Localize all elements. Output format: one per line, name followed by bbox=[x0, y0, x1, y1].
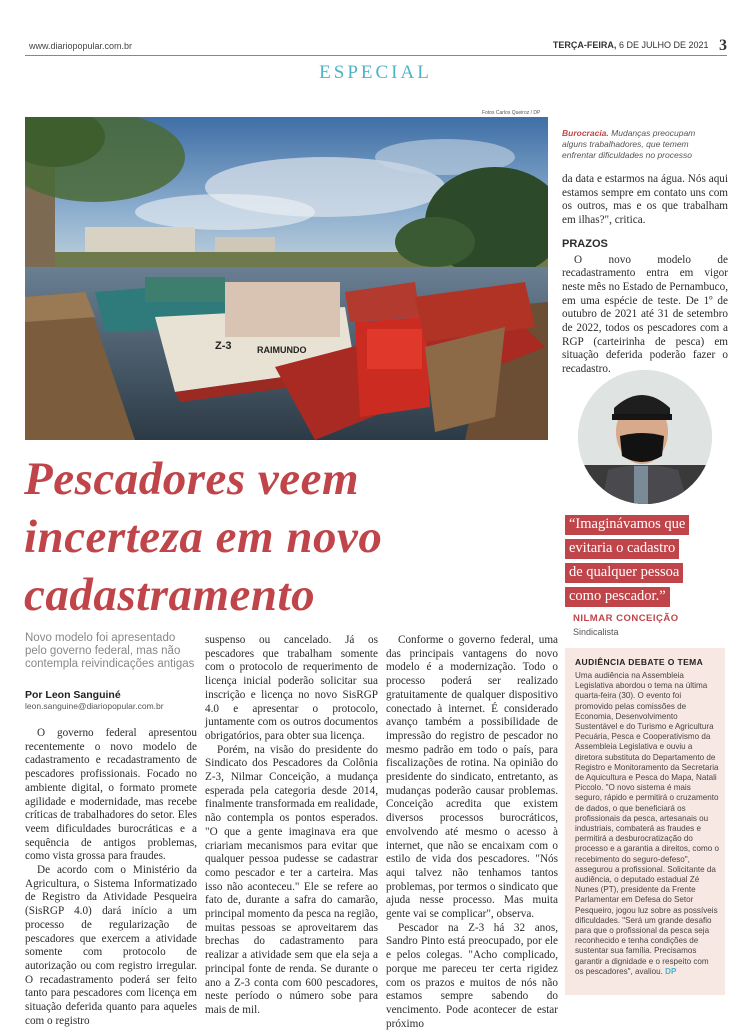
caption-keyword: Burocracia. bbox=[562, 128, 609, 138]
photo-caption bbox=[562, 128, 722, 161]
photo-credit: Fotos Carlos Queiroz / DP bbox=[482, 110, 541, 116]
paragraph: De acordo com o Ministério da Agricultura, o Sistema Informatizado de Registro da Atividade Pesqueira (SisRGP 4.0) dará início a um processo de regularização de pescadores que exercem a atividade somente com protocolo de autorização ou com registro irregular. O recadastramento poderá ser feito tanto para pescadores com licença em situação deferida quanto para aqueles com o registro bbox=[25, 864, 197, 1027]
body-column-3 bbox=[386, 634, 558, 1031]
boat-label-z3: Z-3 bbox=[215, 340, 232, 352]
headline-line: Pescadores veem bbox=[24, 453, 360, 505]
weekday: TERÇA-FEIRA, bbox=[552, 40, 617, 50]
quote-line: “Imaginávamos que bbox=[565, 515, 689, 535]
body-column-1 bbox=[25, 727, 197, 1028]
lead-subtitle: Novo modelo foi apresentado pelo governo federal, mas não contempla reivindicações antigas bbox=[25, 632, 195, 670]
pull-quote bbox=[565, 515, 730, 611]
right-column-text bbox=[562, 173, 728, 377]
headline-line: incerteza em novo bbox=[24, 511, 383, 563]
quote-line: evitaria o cadastro bbox=[565, 539, 679, 559]
headline-line: cadastramento bbox=[24, 569, 316, 621]
subheading-prazos: PRAZOS bbox=[562, 237, 608, 250]
sidebar-box bbox=[565, 648, 725, 995]
sidebar-body: Uma audiência na Assembleia Legislativa abordou o tema na última quarta-feira (30). O evento foi promovido pelas comissões de Economia, Desenvolvimento Sustentável e do Turismo e Agricultura Pecuária, Pesca e Cooperativismo da Assembleia Legislativa e ouviu a diretora substituta do Departamento de Registro e Monitoramento da Secretaria de Aquicultura e Pesca do Mapa, Natali Piccolo. "O novo sistema é mais seguro, rápido e permitirá o cruzamento de dados, o que beneficiará os profissionais da pesca, artesanais ou industriais, combaterá as fraudes e permitirá a desburocratização do processo e a garantia a direitos, como o recebimento do seguro-defeso", assegurou a profissional. Solicitante da audiência, o deputado estadual Zé Nunes (PT), presidente da Frente Parlamentar em Defesa do Setor Pesqueiro, jogou luz sobre as possíveis dificuldades. "Será um grande desafio para que o profissional da pesca seja reconhecido e tenha condições de sustentar sua família. Precisamos garantir a dignidade e o respeito com os pescadores", avaliou. bbox=[575, 671, 719, 976]
page-number: 3 bbox=[719, 37, 727, 54]
sidebar-title: AUDIÊNCIA DEBATE O TEMA bbox=[575, 657, 704, 667]
paragraph: Conforme o governo federal, uma das principais vantagens do novo modelo é a modernização. Todo o processo poderá ser realizado gratuitamente de qualquer dispositivo conectado à internet. É considerado avanço também a possibilidade de impressão do registro de pescador no mesmo padrão em todo o país, para fiscalizações de rotina. Na opinião do presidente do sindicato, entretanto, as mudanças poderão causar problemas. Conceição acredita que existem diversos processos burocráticos, envolvendo até mesmo o acesso à internet, que não se encaixam com o estilo de vida dos pescadores. "Nós aqui talvez não tenhamos tantos problemas, por termos o sindicato que ajuda nesse processo. Mas muita gente vai se complicar", observa. bbox=[386, 634, 558, 921]
byline: Por Leon Sanguiné bbox=[25, 689, 121, 701]
quote-author: NILMAR CONCEIÇÃO bbox=[573, 613, 679, 624]
sidebar-text bbox=[575, 671, 719, 977]
paragraph: Porém, na visão do presidente do Sindicato dos Pescadores da Colônia Z-3, Nilmar Conceição, a mudança esperada pela categoria desde 2014, finalmente transformada em realidade, não contempla os pontos esperados. "O que a gente imaginava era que criariam mecanismos para evitar que qualquer pessoa pudesse se cadastrar como pescador e ter a carteira. Mas isso não aconteceu." Ele se refere ao fato de, durante a safra do camarão, principal momento da pesca na região, muitas pessoas se aproveitarem das brechas do cadastramento para realizar a atividade sem que ela seja a principal fonte de renda. Se durante o ano a Z-3 conta com 600 pescadores, neste período o número sobe para mais de mil. bbox=[205, 743, 378, 1016]
body-column-2 bbox=[205, 634, 378, 1018]
headline bbox=[24, 450, 564, 624]
paragraph: Pescador na Z-3 há 32 anos, Sandro Pinto está preocupado, por ele e pelos colegas. "Acho complicado, porque me pareceu ter certa rigidez com os prazos e muitos de nós não estamos sempre sabendo do vencimento. Pode acontecer de estar próximo bbox=[386, 921, 558, 1030]
date-line bbox=[553, 37, 727, 55]
caption-text: Mudanças preocupam alguns trabalhadores, que temem enfrentar dificuldades no processo bbox=[562, 128, 696, 160]
date: 6 DE JULHO DE 2021 bbox=[618, 40, 709, 50]
header-rule bbox=[25, 55, 727, 56]
quote-author-role: Sindicalista bbox=[573, 627, 619, 637]
sidebar-signature: DP bbox=[665, 966, 677, 976]
quote-line: de qualquer pessoa bbox=[565, 563, 683, 583]
website-url: www.diariopopular.com.br bbox=[29, 41, 133, 51]
paragraph: suspenso ou cancelado. Já os pescadores que trabalham somente com o protocolo de requerimento de licença inicial poderão solicitar sua inscrição e licença no novo SisRGP 4.0 e apresentar o protocolo, juntamente com os outros documentos obrigatórios, para obter sua licença. bbox=[205, 634, 378, 742]
author-email: leon.sanguine@diariopopular.com.br bbox=[25, 701, 164, 711]
portrait-photo bbox=[578, 370, 712, 504]
paragraph: O novo modelo de recadastramento entra em vigor neste mês no Estado de Pernambuco, em uma espécie de teste. De 1º de outubro de 2021 até 31 de setembro de 2022, todos os pescadores com a RGP (carteirinha de pesca) em situação deferida poderão fazer o recadastro. bbox=[562, 253, 728, 376]
quote-line: como pescador.” bbox=[565, 587, 670, 607]
boat-label-name: RAIMUNDO bbox=[257, 345, 307, 355]
harbor-boats-photo bbox=[25, 117, 548, 440]
paragraph: da data e estarmos na água. Nós aqui estamos sempre em contato uns com os outros, mas e os que trabalham em ilhas?", critica. bbox=[562, 173, 728, 227]
section-title: ESPECIAL bbox=[319, 62, 432, 83]
paragraph: O governo federal apresentou recentemente o novo modelo de cadastramento e recadastramento de pescadores profissionais. Focado no ambiente digital, o formato promete agilidade e modernidade, mas recebe críticas de trabalhadores do setor. Eles veem dificuldades burocráticas e a sequência de antigos problemas, como vista grossa para fraudes. bbox=[25, 727, 197, 863]
